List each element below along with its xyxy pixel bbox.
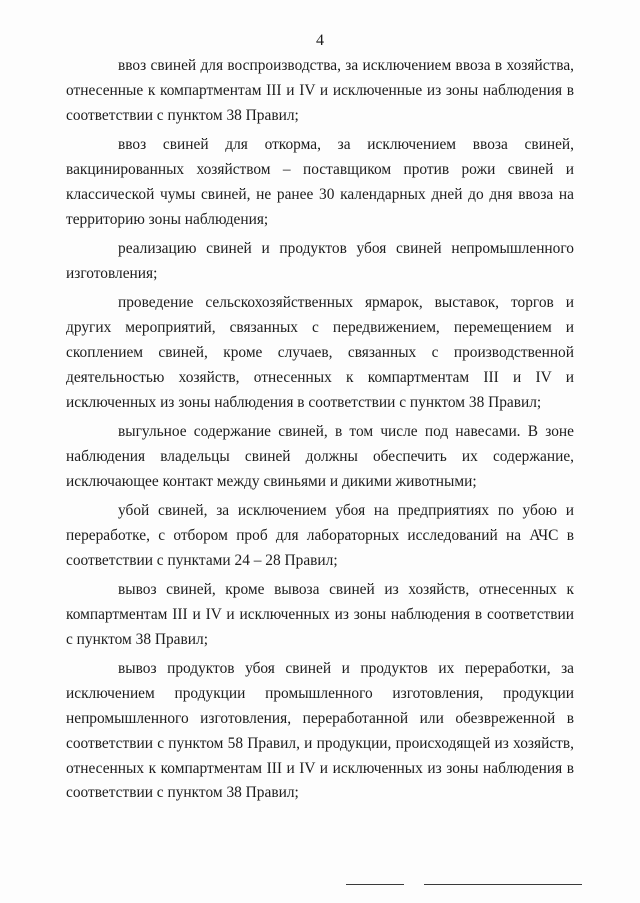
paragraph-slaughter: убой свиней, за исключением убоя на предприятиях по убою и переработке, с отбором проб для лабораторных исследований на АЧС в соответствии с пунктами 24 – 28 Правил; xyxy=(66,501,574,569)
paragraph-non-industrial-products-sale: реализацию свиней и продуктов убоя свиней непромышленного изготовления; xyxy=(66,239,574,282)
paragraph-fairs-exhibitions: проведение сельскохозяйственных ярмарок, выставок, торгов и других мероприятий, связанных с передвижением, перемещением и скоплением свиней, кроме случаев, связанных с производственной деятельностью хозяйств, отнесенных к компартментам III и IV и исключенных из зоны наблюдения в соответствии с пунктом 38 Правил; xyxy=(66,294,574,411)
paragraph-free-range-keeping: выгульное содержание свиней, в том числе под навесами. В зоне наблюдения владельцы свиней должны обеспечить их содержание, исключающее контакт между свиньями и дикими животными; xyxy=(66,422,574,490)
document-body xyxy=(66,54,574,811)
paragraph-products-export: вывоз продуктов убоя свиней и продуктов их переработки, за исключением продукции промышленного изготовления, продукции непромышленного изготовления, переработанной или обезвреженной в соответствии с пунктом 58 Правил, и продукции, происходящей из хозяйств, отнесенных к компартментам III и IV и исключенных из зоны наблюдения в соответствии с пунктом 38 Правил; xyxy=(66,659,574,802)
footer-divider-short xyxy=(346,884,404,885)
paragraph-fattening-pigs-import: ввоз свиней для откорма, за исключением ввоза свиней, вакцинированных хозяйством – поставщиком против рожи свиней и классической чумы свиней, не ранее 30 календарных дней до дня ввоза на территорию зоны наблюдения; xyxy=(66,136,574,228)
paragraph-breeding-pigs-import: ввоз свиней для воспроизводства, за исключением ввоза в хозяйства, отнесенные к компартментам III и IV и исключенные из зоны наблюдения в соответствии с пунктом 38 Правил; xyxy=(66,57,574,124)
page-number: 4 xyxy=(316,32,324,49)
footer-divider-long xyxy=(424,884,582,885)
paragraph-pigs-export: вывоз свиней, кроме вывоза свиней из хозяйств, отнесенных к компартментам III и IV и исключенных из зоны наблюдения в соответствии с пунктом 38 Правил; xyxy=(66,580,574,648)
